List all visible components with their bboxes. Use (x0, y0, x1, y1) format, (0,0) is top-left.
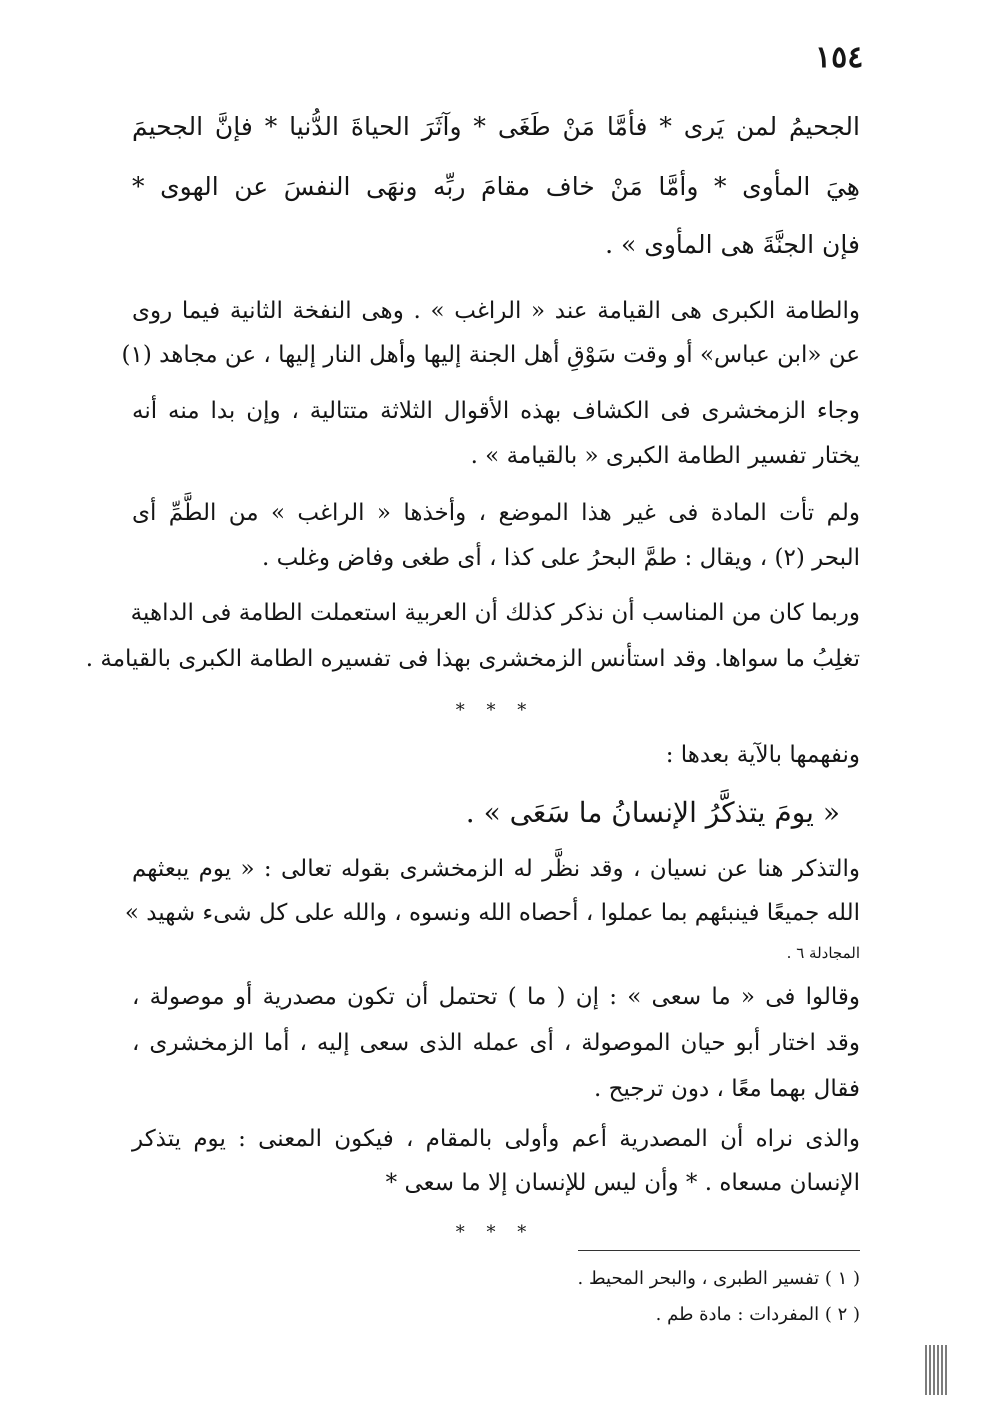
paragraph-line: تغلِبُ ما سواها. وقد استأنس الزمخشرى بهذا فى تفسيره الطامة الكبرى بالقيامة . (85, 646, 860, 672)
paragraph-line: والطامة الكبرى هى القيامة عند « الراغب » . وهى النفخة الثانية فيما روى (132, 298, 860, 324)
paragraph-line: البحر (٢) ، ويقال : طمَّ البحرُ على كذا ، أى طغى وفاض وغلب . (262, 545, 860, 571)
footnote: ( ١ ) تفسير الطبرى ، والبحر المحيط . (577, 1268, 860, 1289)
paragraph-line: فقال بهما معًا ، دون ترجيح . (593, 1076, 860, 1102)
paragraph-line: ولم تأت المادة فى غير هذا الموضع ، وأخذها « الراغب » من الطَّمِّ أى (132, 500, 860, 526)
paragraph-line: عن «ابن عباس» أو وقت سَوْقِ أهل الجنة إليها وأهل النار إليها ، عن مجاهد (١) (121, 342, 860, 368)
verse-line: هِيَ المأوى * وأمَّا مَنْ خاف مقامَ ربِّه ونهَى النفسَ عن الهوى * (132, 172, 860, 201)
section-separator: * * * (455, 1222, 535, 1243)
verse-line: الجحيمُ لمن يَرى * فأمَّا مَنْ طَغَى * وآثَرَ الحياةَ الدُّنيا * فإنَّ الجحيمَ (132, 112, 860, 141)
scan-artifact (925, 1345, 947, 1395)
footnote-divider (578, 1250, 860, 1251)
page-number: ١٥٤ (815, 40, 864, 75)
paragraph-line: يختار تفسير الطامة الكبرى « بالقيامة » . (470, 443, 860, 469)
paragraph-line: وقالوا فى « ما سعى » : إن ( ما ) تحتمل أن تكون مصدرية أو موصولة ، (132, 984, 860, 1010)
paragraph-line: وربما كان من المناسب أن نذكر كذلك أن العربية استعملت الطامة فى الداهية (130, 600, 860, 626)
verse-reference: المجادلة ٦ . (786, 944, 860, 962)
section-separator: * * * (455, 700, 535, 721)
verse-line: فإن الجنَّةَ هى المأوى » . (605, 230, 860, 259)
footnote: ( ٢ ) المفردات : مادة طم . (655, 1304, 860, 1325)
paragraph-line: وجاء الزمخشرى فى الكشاف بهذه الأقوال الثلاثة متتالية ، وإن بدا منه أنه (132, 398, 860, 424)
paragraph-line: والذى نراه أن المصدرية أعم وأولى بالمقام ، فيكون المعنى : يوم يتذكر (132, 1126, 860, 1152)
paragraph-line: ونفهمها بالآية بعدها : (665, 742, 860, 768)
paragraph-line: والتذكر هنا عن نسيان ، وقد نظَّر له الزمخشرى بقوله تعالى : « يوم يبعثهم (132, 856, 860, 882)
paragraph-line: وقد اختار أبو حيان الموصولة ، أى عمله الذى سعى إليه ، أما الزمخشرى ، (132, 1030, 860, 1056)
quranic-ayah: « يومَ يتذكَّرُ الإنسانُ ما سَعَى » . (465, 796, 840, 829)
paragraph-line: الإنسان مسعاه . * وأن ليس للإنسان إلا ما سعى * (385, 1170, 860, 1196)
paragraph-line: الله جميعًا فينبئهم بما عملوا ، أحصاه الله ونسوه ، والله على كل شىء شهيد » (124, 900, 860, 926)
